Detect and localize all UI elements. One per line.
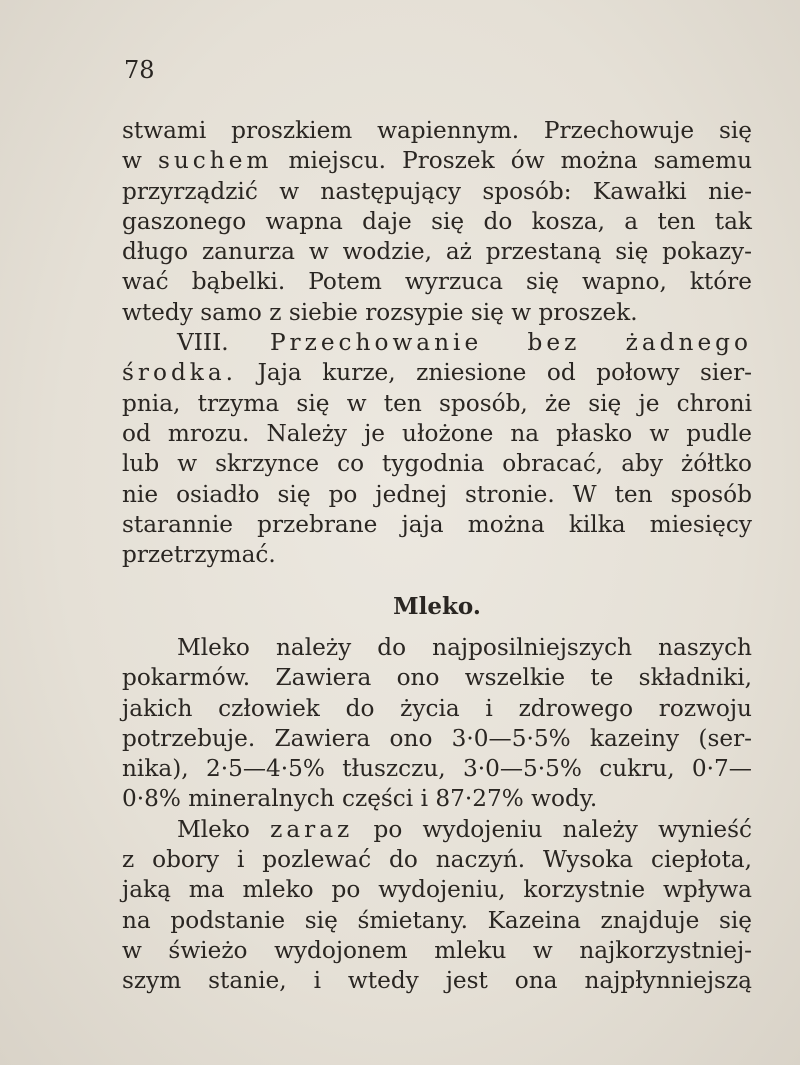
- text-line: [122, 936, 752, 966]
- line-text: długo zanurza w wodzie, aż przestaną się pokazy-: [122, 238, 752, 266]
- spaced-text-segment: zaraz: [270, 815, 354, 843]
- line-text: jakich człowiek do życia i zdrowego rozwoju: [122, 694, 752, 722]
- text-segment: w: [122, 147, 158, 175]
- text-segment: Mleko: [177, 815, 271, 843]
- line-text: przetrzymać.: [122, 541, 276, 569]
- text-line: [122, 906, 752, 936]
- paragraph-block-storage: [122, 116, 752, 570]
- text-line: [122, 389, 752, 419]
- text-line: [122, 784, 752, 814]
- text-line: [122, 116, 752, 146]
- text-line: [122, 449, 752, 479]
- line-text: przyrządzić w następujący sposób: Kawałki nie-: [122, 177, 752, 205]
- line-text: na podstanie się śmietany. Kazeina znajduje się: [122, 906, 752, 934]
- line-text: nika), 2·5—4·5% tłuszczu, 3·0—5·5% cukru, 0·7—: [122, 755, 752, 783]
- text-line: [122, 207, 752, 237]
- line-text: od mrozu. Należy je ułożone na płasko w pudle: [122, 419, 752, 447]
- text-line: [122, 754, 752, 784]
- line-text: lub w skrzynce co tygodnia obracać, aby żółtko: [122, 450, 752, 478]
- spaced-text-segment: Przechowanie bez żadnego: [269, 329, 752, 357]
- text-line: [122, 845, 752, 875]
- text-line: [122, 480, 752, 510]
- line-text: szym stanie, i wtedy jest ona najpłynniejszą: [122, 967, 752, 995]
- text-line: [122, 966, 752, 996]
- line-text: wtedy samo z siebie rozsypie się w proszek.: [122, 298, 638, 326]
- line-text: nie osiadło się po jednej stronie. W ten sposób: [122, 480, 752, 508]
- line-text: w świeżo wydojonem mleku w najkorzystniej-: [122, 936, 752, 964]
- line-text: z obory i pozlewać do naczyń. Wysoka ciepłota,: [122, 846, 752, 874]
- text-line: [122, 177, 752, 207]
- text-line: [122, 510, 752, 540]
- text-line: [122, 298, 752, 328]
- text-segment: VIII.: [177, 329, 270, 357]
- page-number: 78: [124, 56, 155, 84]
- text-line: [122, 724, 752, 754]
- text-segment: miejscu. Proszek ów można samemu: [272, 147, 753, 175]
- line-text: starannie przebrane jaja można kilka miesięcy: [122, 510, 752, 538]
- line-text: 0·8% mineralnych części i 87·27% wody.: [122, 785, 598, 813]
- text-line: [122, 267, 752, 297]
- text-line: [122, 815, 752, 845]
- text-line: [122, 419, 752, 449]
- text-segment: po wydojeniu należy wynieść: [353, 815, 752, 843]
- line-text: Mleko należy do najposilniejszych naszych: [177, 634, 752, 661]
- text-line: [122, 358, 752, 388]
- text-line: [122, 633, 752, 663]
- text-line: [122, 540, 752, 570]
- line-text: stwami proszkiem wapiennym. Przechowuje się: [122, 117, 752, 144]
- line-text: wać bąbelki. Potem wyrzuca się wapno, które: [122, 268, 752, 296]
- text-line: [122, 663, 752, 693]
- line-text: gaszonego wapna daje się do kosza, a ten tak: [122, 207, 752, 235]
- paragraph-block-milk: [122, 633, 752, 997]
- text-segment: Jaja kurze, zniesione od połowy sier-: [237, 359, 752, 387]
- line-text: potrzebuje. Zawiera ono 3·0—5·5% kazeiny (ser-: [122, 724, 752, 752]
- text-line: [122, 875, 752, 905]
- spaced-text-segment: suchem: [157, 147, 273, 175]
- line-text: jaką ma mleko po wydojeniu, korzystnie wpływa: [122, 876, 752, 904]
- spaced-text-segment: środka.: [122, 359, 238, 387]
- line-text: pokarmów. Zawiera ono wszelkie te składniki,: [122, 664, 752, 692]
- text-line: [122, 328, 752, 358]
- text-line: [122, 237, 752, 267]
- text-line: [122, 146, 752, 176]
- section-heading: Mleko.: [393, 593, 481, 620]
- text-line: [122, 694, 752, 724]
- line-text: pnia, trzyma się w ten sposób, że się je chroni: [122, 389, 752, 417]
